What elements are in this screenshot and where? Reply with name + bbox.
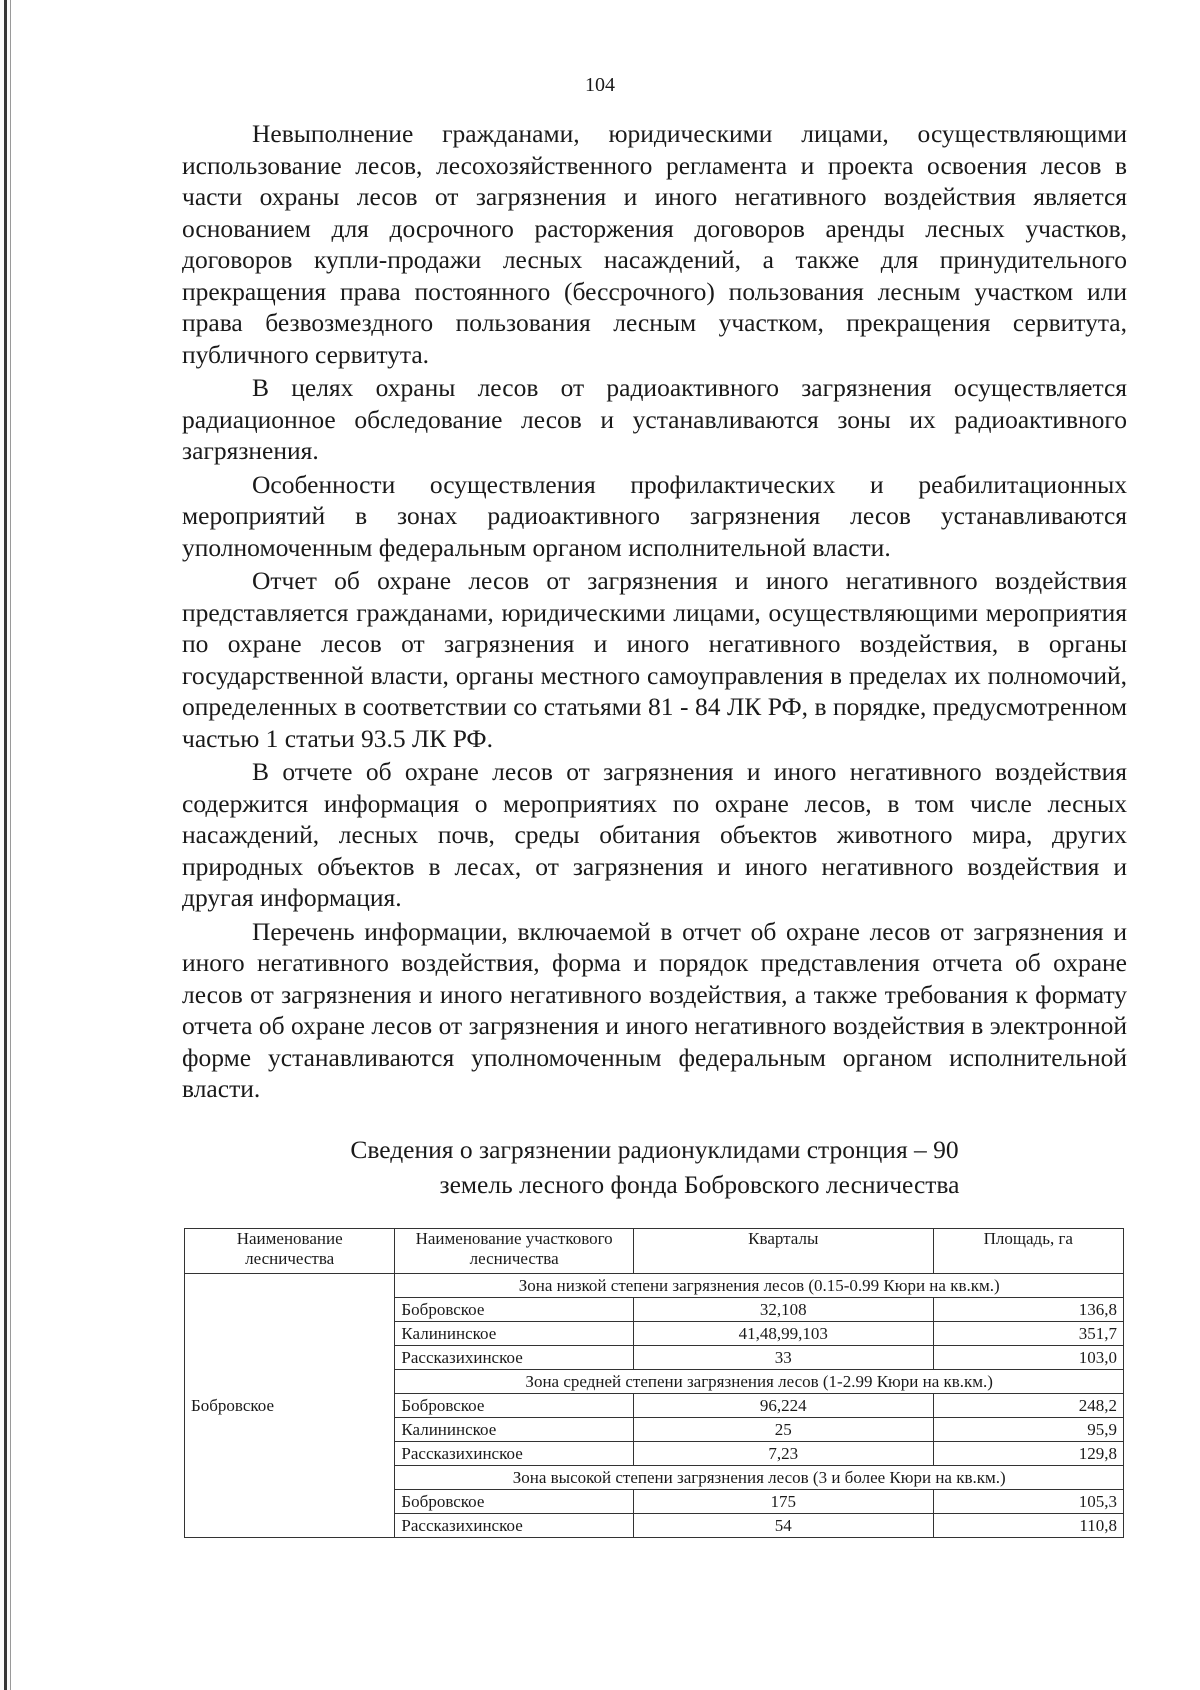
quarters-cell: 7,23: [633, 1442, 933, 1466]
table-title-line1: Сведения о загрязнении радионуклидами стронция – 90: [350, 1135, 959, 1164]
district-cell: Бобровское: [395, 1298, 633, 1322]
paragraph: Отчет об охране лесов от загрязнения и иного негативного воздействия представляется гражданами, юридическими лицами, осуществляющими мероприятия по охране лесов от загрязнения и иного негативного воздействия, в органы государственной власти, органы местного самоуправления в пределах их полномочий, определенных в соответствии со статьями 81 - 84 ЛК РФ, в порядке, предусмотренном частью 1 статьи 93.5 ЛК РФ.: [182, 566, 1127, 753]
area-cell: 95,9: [933, 1418, 1123, 1442]
page-number: 104: [585, 74, 615, 96]
paragraph: Невыполнение гражданами, юридическими лицами, осуществляющими использование лесов, лесохозяйственного регламента и проекта освоения лесов в части охраны лесов от загрязнения и иного негативного воздействия является основанием для досрочного расторжения договоров аренды лесных участков, договоров купли-продажи лесных насаждений, а также для принудительного прекращения права постоянного (бессрочного) пользования лесным участком или права безвозмездного пользования лесным участком, прекращения сервитута, публичного сервитута.: [182, 119, 1127, 369]
quarters-cell: 175: [633, 1490, 933, 1514]
district-cell: Рассказихинское: [395, 1346, 633, 1370]
zone-title: Зона низкой степени загрязнения лесов (0.15-0.99 Кюри на кв.км.): [395, 1274, 1124, 1298]
contamination-table: [184, 1228, 1124, 1538]
table-title: [182, 1132, 1127, 1202]
zone-title: Зона высокой степени загрязнения лесов (3 и более Кюри на кв.км.): [395, 1466, 1124, 1490]
paragraph: В отчете об охране лесов от загрязнения и иного негативного воздействия содержится информация о мероприятиях по охране лесов, в том числе лесных насаждений, лесных почв, среды обитания объектов животного мира, других природных объектов в лесах, от загрязнения и иного негативного воздействия и другая информация.: [182, 757, 1127, 912]
header-area: Площадь, га: [933, 1229, 1123, 1274]
district-cell: Рассказихинское: [395, 1442, 633, 1466]
district-cell: Калининское: [395, 1418, 633, 1442]
district-cell: Бобровское: [395, 1394, 633, 1418]
area-cell: 136,8: [933, 1298, 1123, 1322]
body-text: [182, 118, 1127, 1107]
scan-border-inner: [10, 0, 11, 1690]
scan-border: [4, 0, 7, 1690]
area-cell: 103,0: [933, 1346, 1123, 1370]
district-cell: Бобровское: [395, 1490, 633, 1514]
header-quarters: Кварталы: [633, 1229, 933, 1274]
quarters-cell: 32,108: [633, 1298, 933, 1322]
zone-row: [185, 1274, 1124, 1298]
area-cell: 110,8: [933, 1514, 1123, 1538]
district-cell: Калининское: [395, 1322, 633, 1346]
paragraph: В целях охраны лесов от радиоактивного загрязнения осуществляется радиационное обследование лесов и устанавливаются зоны их радиоактивного загрязнения.: [182, 373, 1127, 465]
forestry-name: Бобровское: [185, 1274, 395, 1538]
district-cell: Рассказихинское: [395, 1514, 633, 1538]
area-cell: 129,8: [933, 1442, 1123, 1466]
quarters-cell: 41,48,99,103: [633, 1322, 933, 1346]
quarters-cell: 54: [633, 1514, 933, 1538]
area-cell: 248,2: [933, 1394, 1123, 1418]
area-cell: 351,7: [933, 1322, 1123, 1346]
header-forestry: Наименование лесничества: [185, 1229, 395, 1274]
area-cell: 105,3: [933, 1490, 1123, 1514]
header-district: Наименование участкового лесничества: [395, 1229, 633, 1274]
quarters-cell: 25: [633, 1418, 933, 1442]
paragraph: Перечень информации, включаемой в отчет об охране лесов от загрязнения и иного негативного воздействия, форма и порядок представления отчета об охране лесов от загрязнения и иного негативного воздействия, а также требования к формату отчета об охране лесов от загрязнения и иного негативного воздействия в электронной форме устанавливаются уполномоченным федеральным органом исполнительной власти.: [182, 916, 1127, 1103]
zone-title: Зона средней степени загрязнения лесов (1-2.99 Кюри на кв.км.): [395, 1370, 1124, 1394]
quarters-cell: 33: [633, 1346, 933, 1370]
quarters-cell: 96,224: [633, 1394, 933, 1418]
paragraph: Особенности осуществления профилактических и реабилитационных мероприятий в зонах радиоактивного загрязнения лесов устанавливаются уполномоченным федеральным органом исполнительной власти.: [182, 469, 1127, 562]
table-header-row: [185, 1229, 1124, 1274]
table-title-line2: земель лесного фонда Бобровского лесничества: [439, 1170, 960, 1199]
